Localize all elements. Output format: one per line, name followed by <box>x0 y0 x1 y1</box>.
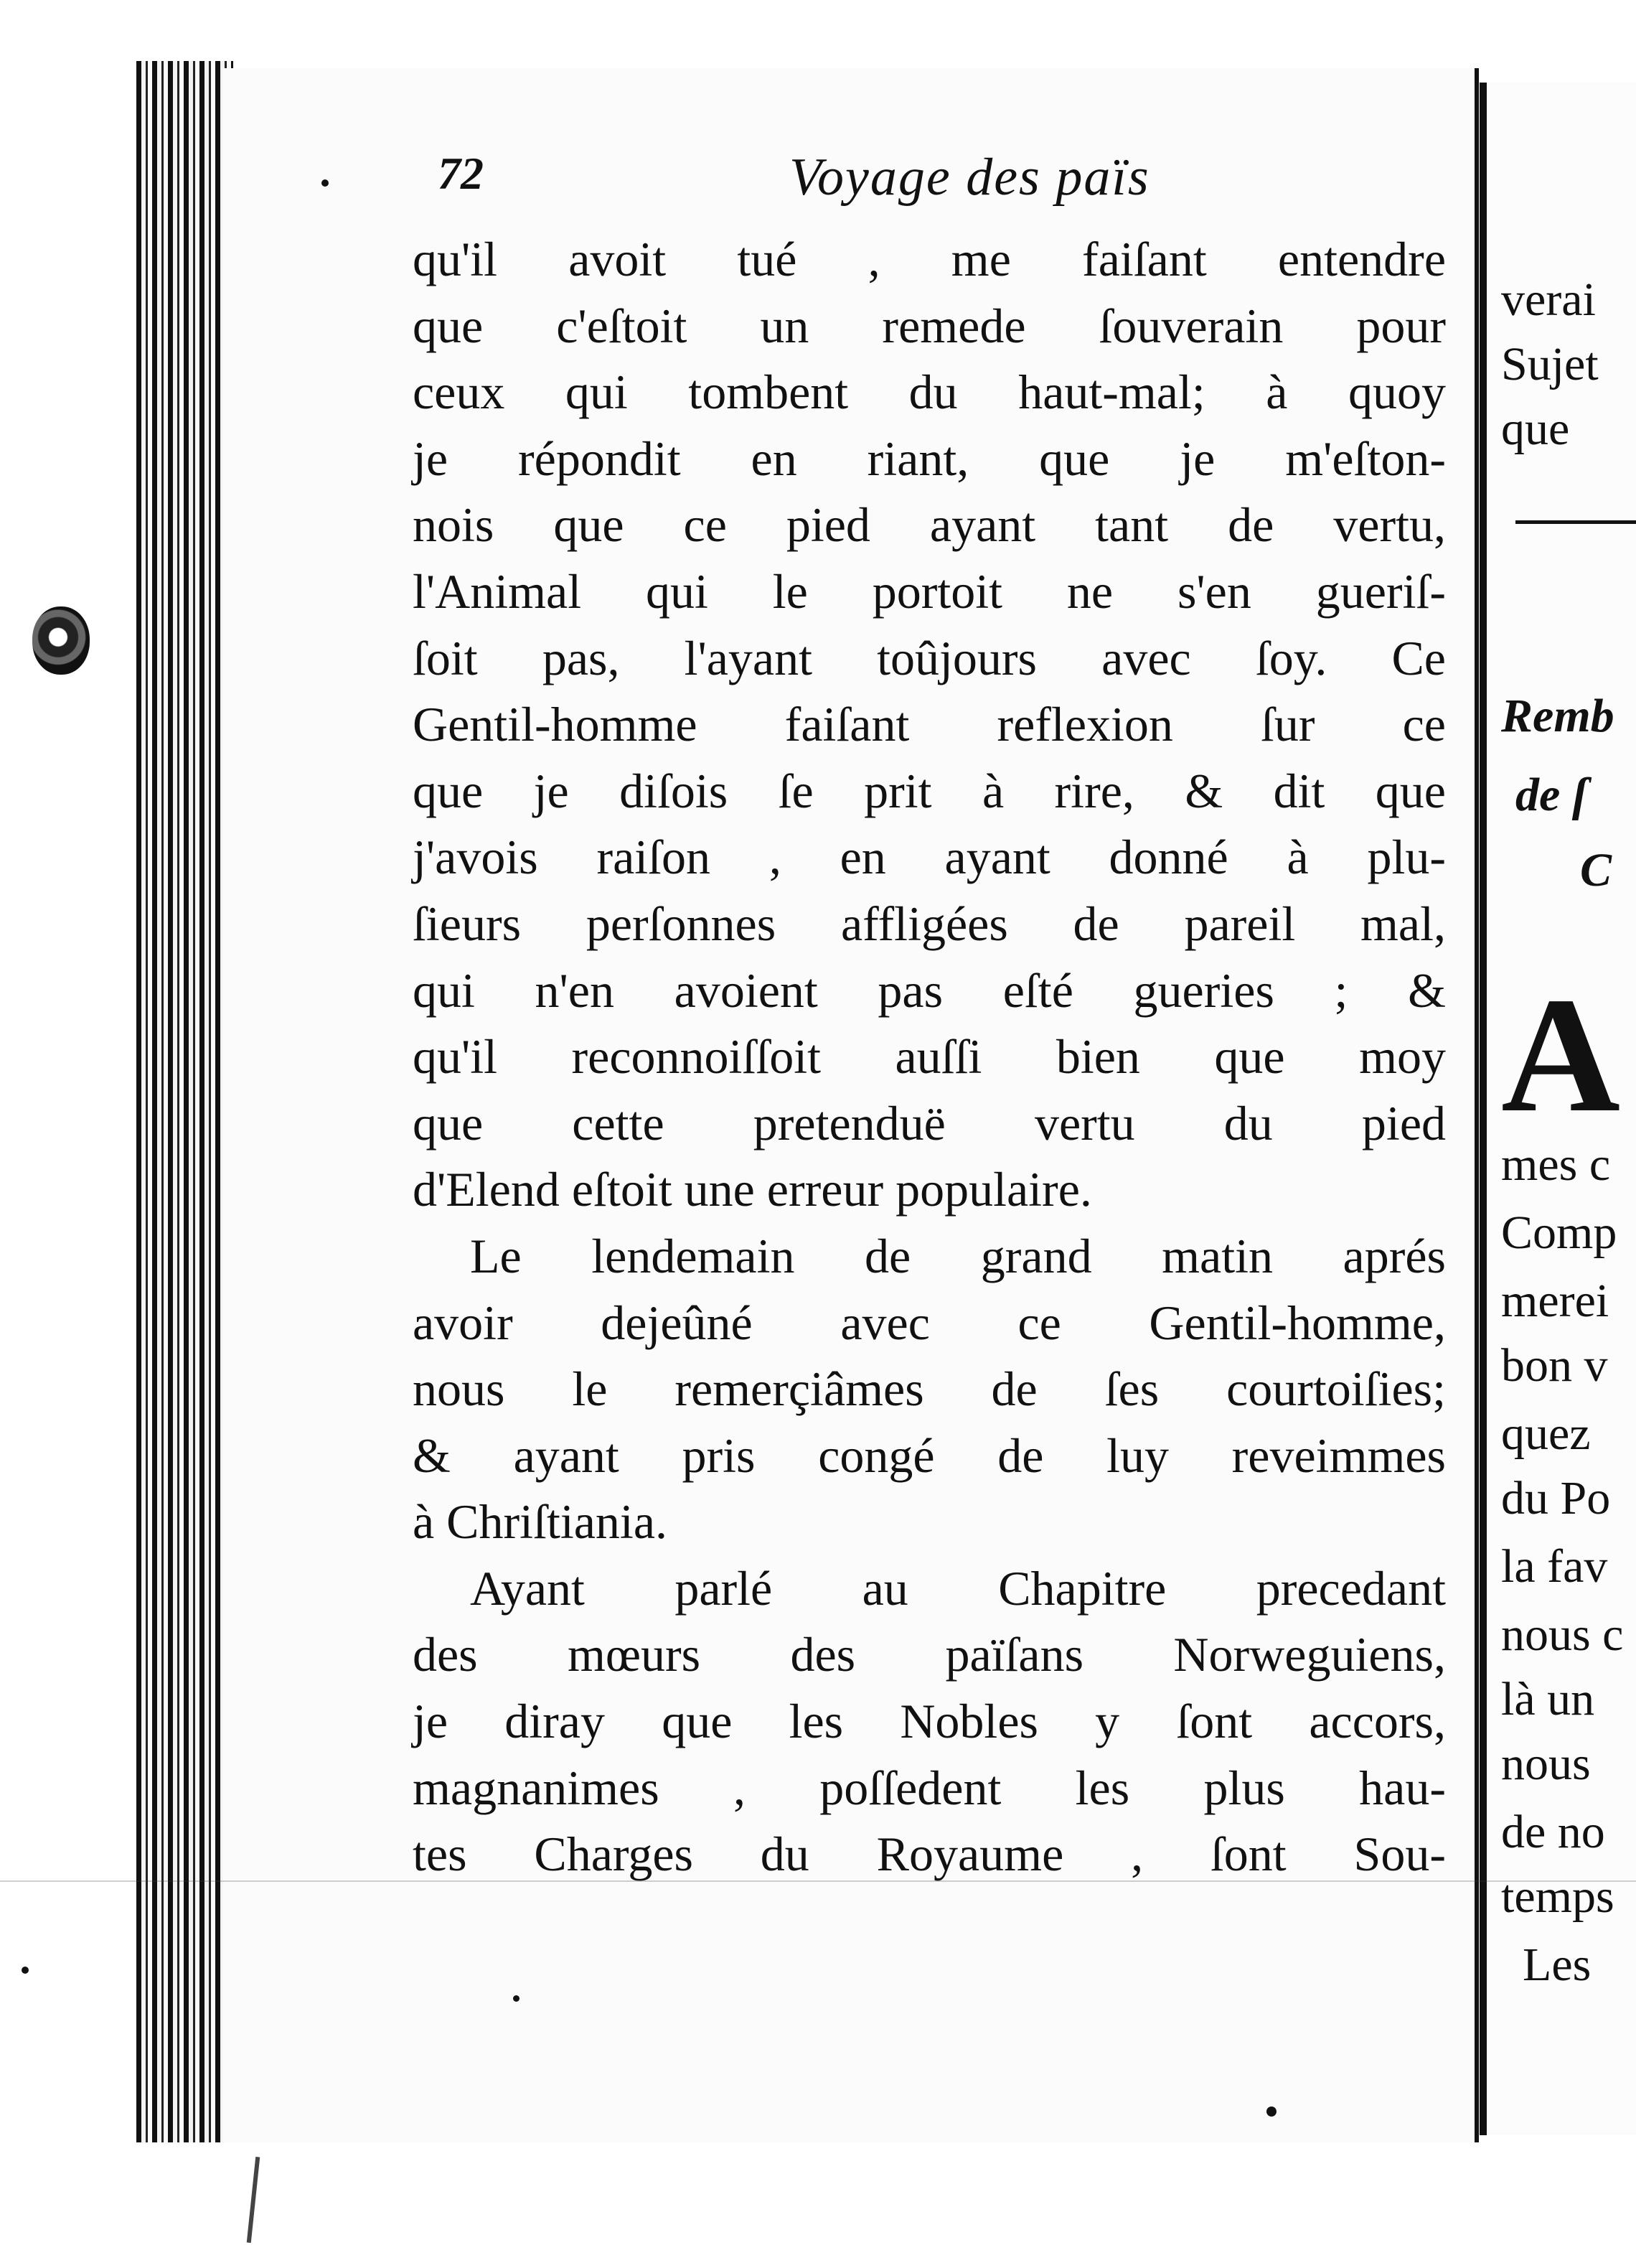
text-line: ſieurs perſonnes affligées de pareil mal, <box>413 896 1446 951</box>
drop-cap: A <box>1501 963 1621 1146</box>
speck <box>321 179 329 187</box>
text-line: qui n'en avoient pas eſté gueries ; & <box>413 962 1446 1018</box>
text-line: que je diſois ſe prit à rire, & dit que <box>413 763 1446 818</box>
text-line: à Chriſtiania. <box>413 1494 668 1550</box>
right-page-text: là un <box>1501 1673 1595 1725</box>
speck <box>1266 2107 1277 2117</box>
right-page-text: merei <box>1501 1275 1609 1327</box>
speck <box>22 1967 29 1974</box>
right-page-text: verai <box>1501 273 1596 326</box>
horizontal-rule <box>1515 520 1636 524</box>
right-page-text: temps <box>1501 1870 1614 1923</box>
right-page-text: la fav <box>1501 1540 1608 1593</box>
text-line: Gentil-homme faiſant reflexion ſur ce <box>413 697 1446 752</box>
text-line: j'avois raiſon , en ayant donné à plu- <box>413 830 1446 885</box>
text-line: que cette pretenduë vertu du pied <box>413 1095 1446 1151</box>
right-page-text: Les <box>1523 1939 1592 1991</box>
text-line: Ayant parlé au Chapitre precedant <box>470 1560 1446 1616</box>
right-page-text: de no <box>1501 1806 1605 1858</box>
text-line: nous le remerçiâmes de ſes courtoiſies; <box>413 1362 1446 1417</box>
scan-stain <box>32 606 90 675</box>
text-line: nois que ce pied ayant tant de vertu, <box>413 497 1446 553</box>
chapter-heading-fragment: de ſ <box>1515 769 1588 821</box>
text-line: magnanimes , poſſedent les plus hau- <box>413 1760 1446 1815</box>
book-page-edges <box>136 61 233 2142</box>
text-line: avoir dejeûné avec ce Gentil-homme, <box>413 1295 1446 1350</box>
chapter-heading-fragment: Remb <box>1501 690 1614 742</box>
text-line: tes Charges du Royaume , ſont Sou- <box>413 1827 1446 1882</box>
text-line: des mœurs des païſans Norweguiens, <box>413 1627 1446 1682</box>
right-page-text: nous c <box>1501 1608 1624 1661</box>
text-line: je diray que les Nobles y ſont accors, <box>413 1694 1446 1749</box>
right-page-text: mes c <box>1501 1138 1611 1191</box>
text-line: qu'il avoit tué , me faiſant entendre <box>413 232 1446 286</box>
text-line: Le lendemain de grand matin aprés <box>470 1228 1446 1283</box>
right-page-text: que <box>1501 403 1570 455</box>
text-line: qu'il reconnoiſſoit auſſi bien que moy <box>413 1029 1446 1084</box>
text-line: je répondit en riant, que je m'eſton- <box>413 431 1446 486</box>
page-number: 72 <box>438 148 484 199</box>
scan-hairline <box>247 2157 260 2243</box>
text-line: l'Animal qui le portoit ne s'en gueriſ- <box>413 563 1446 619</box>
text-line: ſoit pas, l'ayant toûjours avec ſoy. Ce <box>413 630 1446 685</box>
text-line: ceux qui tombent du haut-mal; à quoy <box>413 365 1446 420</box>
right-page-text: quez <box>1501 1407 1591 1460</box>
text-line: & ayant pris congé de luy reveimmes <box>413 1428 1446 1483</box>
text-line: d'Elend eſtoit une erreur populaire. <box>413 1162 1092 1217</box>
right-page-text: nous <box>1501 1738 1591 1790</box>
running-head: Voyage des païs <box>789 148 1150 207</box>
right-page-text: Sujet <box>1501 338 1599 390</box>
chapter-heading-fragment: C <box>1580 844 1612 896</box>
right-page-text: Comp <box>1501 1206 1617 1259</box>
scan-line <box>0 1880 1636 1882</box>
speck <box>513 1995 520 2002</box>
right-page-text: bon v <box>1501 1339 1608 1392</box>
right-page-text: du Po <box>1501 1472 1611 1524</box>
right-page <box>1480 83 1636 2135</box>
body-text <box>413 226 1446 1888</box>
text-line: que c'eſtoit un remede ſouverain pour <box>413 298 1446 353</box>
